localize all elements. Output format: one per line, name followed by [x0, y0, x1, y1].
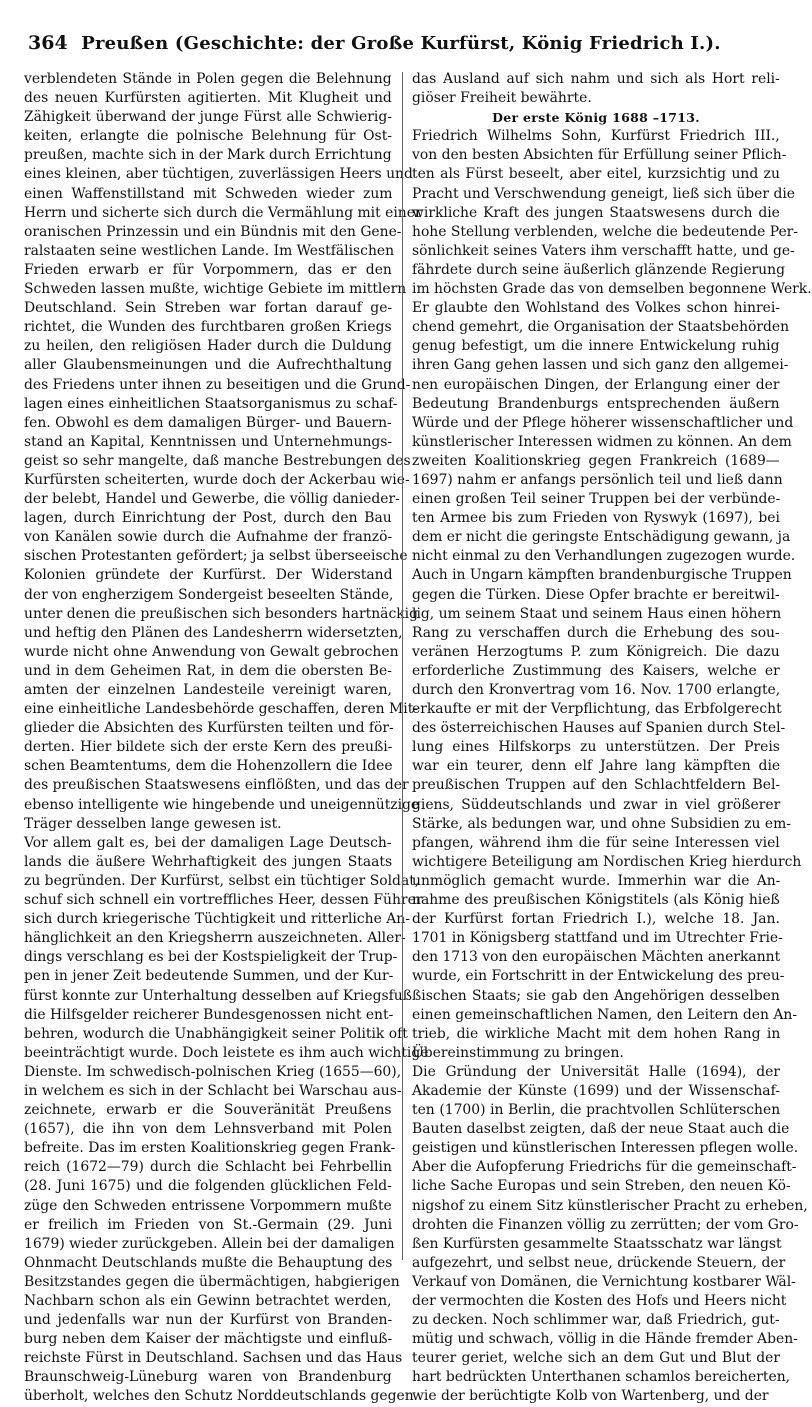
text-line: künstlerischer Interessen widmen zu können. An dem [412, 433, 792, 450]
text-line: Träger desselben lange gewesen ist. [24, 815, 282, 832]
text-line: oranischen Prinzessin und ein Bündnis mit den Gene- [24, 223, 402, 240]
text-line: einen großen Teil seiner Truppen bei der verbünde- [412, 491, 781, 508]
text-line: Aber die Aufopferung Friedrichs für die gemeinschaft- [412, 1159, 797, 1176]
text-line: ebenso intelligente wie hingebende und uneigennützige [24, 796, 420, 813]
text-line: ralstaaten seine westlichen Lande. Im Westfälischen [24, 242, 395, 259]
text-line: ihren Gang gehen lassen und sich ganz den allgemei- [412, 357, 789, 374]
text-line: Frieden erwarb er für Vorpommern, das er den [24, 261, 392, 278]
text-line: Vor allem galt es, bei der damaligen Lage Deutsch- [24, 834, 392, 851]
text-line: zu decken. Noch schlimmer war, daß Friedrich, gut- [412, 1312, 780, 1329]
text-line: zeichnete, erwarb er die Souveränität Preußens [24, 1102, 392, 1119]
text-line: reichste Fürst in Deutschland. Sachsen und das Haus [24, 1350, 403, 1367]
text-line: giens, Süddeutschlands und zwar in viel größerer [412, 796, 781, 813]
text-line: einen Waffenstillstand mit Schweden wieder zum [24, 185, 393, 202]
text-line: erkaufte er mit der Verpflichtung, das Erbfolgerecht [412, 701, 782, 718]
text-line: war ein teurer, denn elf Jahre lang kämpften die [412, 758, 781, 775]
text-line: zu heilen, den religiösen Hader durch die Duldung [24, 338, 392, 355]
text-line: der von engherzigem Sondergeist beseelten Stände, [24, 586, 394, 603]
text-line: Dienste. Im schwedisch-polnischen Krieg (1655—60), [24, 1063, 402, 1080]
text-line: Würde und der Pflege höherer wissenschaftlicher und [412, 414, 794, 431]
text-line: wichtigere Beteiligung am Nordischen Krieg hierdurch [412, 853, 802, 870]
text-line: hohe Stellung verblenden, welche die bedeutende Per- [412, 223, 799, 240]
text-line: schuf sich schnell ein vortreffliches Heer, dessen Führer [24, 892, 423, 909]
text-line: Pracht und Verschwendung geneigt, ließ sich über die [412, 185, 796, 202]
text-line: ten als Fürst beseelt, aber eitel, kurzsichtig und zu [412, 166, 780, 183]
text-line: keiten, erlangte die polnische Belehnung für Ost- [24, 128, 392, 145]
text-line: Kolonien gründete der Kurfürst. Der Widerstand [24, 567, 393, 584]
text-line: durch den Kronvertrag vom 16. Nov. 1700 erlangte, [412, 682, 781, 698]
text-line: aller Glaubensmeinungen und die Aufrechthaltung [24, 357, 393, 374]
text-line: fährdete durch seine äußerlich glänzende Regierung [412, 261, 785, 278]
text-line: preußen, machte sich in der Mark durch Errichtung [24, 147, 392, 164]
text-line: Friedrich Wilhelms Sohn, Kurfürst Friedrich III., [412, 128, 780, 145]
text-line: dings verschlang es bei der Kostspieligkeit der Trup- [24, 949, 398, 966]
text-line: teurer geriet, welche sich an dem Gut und Blut der [412, 1350, 781, 1367]
text-line: und jedenfalls war nun der Kurfürst von Branden- [24, 1312, 393, 1329]
text-line: reich (1672—79) durch die Schlacht bei Fehrbellin [24, 1159, 392, 1176]
text-line: amten der einzelnen Landesteile vereinigt waren, [24, 682, 392, 698]
text-line: nigshof zu einem Sitz künstlerischer Pracht zu erheben, [412, 1197, 808, 1214]
text-line: aufgezehrt, und selbst neue, drückende Steuern, der [412, 1254, 786, 1271]
text-line: schen Beamtentums, dem die Hohenzollern die Idee [24, 758, 393, 775]
text-line: giöser Freiheit bewährte. [412, 90, 592, 107]
text-line: Übereinstimmung zu bringen. [412, 1044, 624, 1061]
text-line: nen europäischen Dingen, der Erlangung einer der [412, 376, 780, 393]
running-title: Preußen (Geschichte: der Große Kurfürst, König Friedrich I.). [81, 33, 721, 54]
text-line: beeinträchtigt wurde. Doch leistete es ihm auch wichtige [24, 1044, 429, 1061]
text-line: Verkauf von Domänen, die Vernichtung kostbarer Wäl- [412, 1273, 796, 1290]
text-line: der belebt, Handel und Gewerbe, die völlig danieder- [24, 491, 400, 508]
text-line: Kurfürsten scheiterten, wurde doch der Ackerbau wie- [24, 471, 410, 488]
left-column [24, 70, 429, 1405]
column-divider [402, 72, 403, 1260]
text-line: wie der berüchtigte Kolb von Wartenberg, und der [412, 1388, 769, 1405]
text-line: behren, wodurch die Unabhängigkeit seiner Politik oft [24, 1025, 408, 1042]
text-line: geist so sehr mangelte, daß manche Bestrebungen des [24, 452, 411, 469]
section-heading: Der erste König 1688 –1713. [492, 110, 700, 126]
text-line: Besitzstandes gegen die übermächtigen, habgierigen [24, 1273, 400, 1290]
text-line: zu begründen. Der Kurfürst, selbst ein tüchtiger Soldat, [24, 872, 420, 889]
text-line: wurde, ein Fortschritt in der Entwickelung des preu- [412, 968, 785, 985]
text-line: Bedeutung Brandenburgs entsprechenden äußern [412, 395, 780, 412]
text-line: nahme des preußischen Königstitels (als König hieß [412, 892, 780, 909]
text-line: Rang zu verschaffen durch die Erhebung des sou- [412, 624, 780, 641]
text-line: 1679) wieder zurückgeben. Allein bei der damaligen [24, 1235, 395, 1252]
text-line: Schweden lassen mußte, wichtige Gebiete im mittlern [24, 281, 407, 298]
text-line: nicht einmal zu den Verhandlungen zugezogen wurde. [412, 548, 796, 565]
text-line: preußischen Truppen auf den Schlachtfeldern Bel- [412, 777, 781, 794]
text-line: pen in jener Zeit bedeutende Summen, und der Kur- [24, 968, 394, 985]
text-line: überholt, welches den Schutz Norddeutschlands gegen [24, 1388, 414, 1405]
text-line: unter denen die preußischen sich besonders hartnäckig [24, 605, 418, 622]
text-line: veränen Herzogtums P. zum Königreich. Die dazu [412, 643, 780, 660]
text-line: lig, um seinem Staat und seinem Haus einen höhern [412, 605, 782, 622]
page-header [22, 22, 780, 62]
text-line: hart bedrückten Unterthanen schamlos bereicherten, [412, 1369, 791, 1386]
text-line: fen. Obwohl es dem damaligen Bürger- und Bauern- [24, 414, 392, 431]
text-line: liche Sache Europas und sein Streben, den neuen Kö- [412, 1178, 791, 1195]
text-line: Braunschweig-Lüneburg waren von Brandenburg [24, 1369, 392, 1386]
text-line: züge den Schweden entrissene Vorpommern mußte [24, 1197, 392, 1214]
text-line: von Kanälen sowie durch die Aufnahme der franzö- [24, 529, 393, 546]
text-line: von den besten Absichten für Erfüllung seiner Pflich- [412, 147, 787, 164]
right-column [412, 70, 812, 1405]
text-line: lung eines Hilfskorps zu unterstützen. Der Preis [412, 739, 780, 756]
text-line: und heftig den Plänen des Landesherrn widersetzten, [24, 624, 403, 641]
text-line: burg neben dem Kaiser der mächtigste und einfluß- [24, 1331, 393, 1348]
text-line: (1657), die ihn von dem Lehnsverband mit Polen [24, 1121, 392, 1138]
text-line: sich durch kriegerische Tüchtigkeit und ritterliche An- [24, 911, 410, 928]
text-line: den 1713 von den europäischen Mächten anerkannt [412, 949, 781, 966]
text-line: Akademie der Künste (1699) und der Wissenschaf- [412, 1082, 780, 1099]
text-line: des österreichischen Hauses auf Spanien durch Stel- [412, 720, 786, 737]
text-line: genug befestigt, um die innere Entwickelung ruhig [412, 338, 780, 355]
text-line: pfangen, während ihm die für seine Interessen viel [412, 834, 780, 851]
text-line: einen gemeinschaftlichen Namen, den Leitern den An- [412, 1006, 798, 1023]
text-line: lands die äußere Wehrhaftigkeit des jungen Staats [24, 853, 393, 870]
text-line: hänglichkeit an den Kriegsherrn auszeichneten. Aller- [24, 930, 406, 947]
text-line: der Kurfürst fortan Friedrich I.), welche 18. Jan. [412, 911, 780, 928]
text-line: wurde nicht ohne Anwendung von Gewalt gebrochen [24, 643, 399, 660]
text-line: des preußischen Staatswesens einflößten, und das der [24, 777, 409, 794]
text-line: Auch in Ungarn kämpften brandenburgische Truppen [412, 567, 792, 584]
text-line: Herrn und sicherte sich durch die Vermählung mit einer [24, 204, 422, 221]
text-line: Deutschland. Sein Streben war fortan darauf ge- [24, 300, 393, 317]
text-line: sönlichkeit seines Vaters ihm verschafft hatte, und ge- [412, 242, 795, 259]
text-line: verblendeten Stände in Polen gegen die Belehnung [24, 71, 392, 87]
text-line: (28. Juni 1675) und die folgenden glücklichen Feld- [24, 1178, 392, 1195]
page-number: 364 [28, 32, 68, 54]
text-line: in welchem es sich in der Schlacht bei Warschau aus- [24, 1082, 402, 1099]
text-line: gegen die Türken. Diese Opfer brachte er bereitwil- [412, 586, 780, 603]
text-line: chend gemehrt, die Organisation der Staatsbehörden [412, 319, 790, 336]
text-line: befreite. Das im ersten Koalitionskrieg gegen Frank- [24, 1140, 396, 1157]
text-line: 1701 in Königsberg stattfand und im Utrechter Frie- [412, 930, 783, 947]
text-line: Er glaubte den Wohlstand des Volkes schon hinrei- [412, 300, 780, 317]
text-line: zweiten Koalitionskrieg gegen Frankreich (1689— [412, 452, 780, 469]
text-line: des Friedens unter ihnen zu beseitigen und die Grund- [24, 376, 411, 393]
text-line: das Ausland auf sich nahm und sich als Hort reli- [412, 71, 780, 87]
text-line: eines kleinen, aber tüchtigen, zuverlässigen Heers und [24, 166, 413, 183]
text-line: der vermochten die Kosten des Hofs und Heers nicht [412, 1293, 787, 1309]
text-line: geistigen und künstlerischen Interessen pflegen wolle. [412, 1140, 799, 1157]
text-line: trieb, die wirkliche Macht mit dem hohen Rang in [412, 1025, 781, 1042]
text-line: mütig und schwach, völlig in die Hände fremder Aben- [412, 1331, 798, 1348]
text-line: Bauten daselbst zeigten, daß der neue Staat auch die [412, 1121, 790, 1138]
text-line: stand an Kapital, Kenntnissen und Unternehmungs- [24, 433, 393, 450]
text-line: fürst konnte zur Unterhaltung desselben auf Kriegsfuß [24, 987, 412, 1004]
text-line: derten. Hier bildete sich der erste Kern des preußi- [24, 739, 393, 756]
text-line: erforderliche Zustimmung des Kaisers, welche er [412, 662, 780, 679]
text-columns [24, 70, 812, 1405]
text-line: ßischen Staats; sie gab den Angehörigen desselben [412, 987, 780, 1004]
text-line: eine einheitliche Landesbehörde geschaffen, deren Mit- [24, 701, 418, 718]
text-line: unmöglich gemacht wurde. Immerhin war die An- [412, 872, 781, 889]
text-line: und in dem Geheimen Rat, in dem die obersten Be- [24, 662, 392, 679]
text-line: Zähigkeit überwand der junge Fürst alle Schwierig- [24, 109, 392, 126]
text-line: lagen, durch Einrichtung der Post, durch den Bau [24, 510, 392, 527]
text-line: Ohnmacht Deutschlands mußte die Behauptung des [24, 1254, 393, 1271]
text-line: des neuen Kurfürsten agitierten. Mit Klugheit und [24, 90, 392, 107]
text-line: drohten die Finanzen völlig zu zerrütten; der vom Gro- [412, 1216, 799, 1233]
text-line: im höchsten Grade das von demselben begonnene Werk. [412, 281, 812, 298]
text-line: lagen eines einheitlichen Staatsorganismus zu schaf- [24, 395, 398, 412]
text-line: Stärke, als bedungen war, und ohne Subsidien zu em- [412, 815, 791, 832]
text-line: Nachbarn schon als ein Gewinn betrachtet werden, [24, 1293, 392, 1309]
text-line: ten (1700) in Berlin, die prachtvollen Schlüterschen [412, 1102, 781, 1119]
text-line: Die Gründung der Universität Halle (1694), der [412, 1063, 781, 1080]
text-line: sischen Protestanten gefördert; ja selbst überseeische [24, 548, 408, 565]
text-line: richtet, die Wunden des furchtbaren großen Kriegs [24, 319, 392, 336]
text-line: er freilich im Frieden von St.-Germain (29. Juni [24, 1216, 393, 1233]
text-line: ten Armee bis zum Frieden von Ryswyk (1697), bei [412, 510, 780, 527]
text-line: die Hilfsgelder reicherer Bundesgenossen nicht ent- [24, 1006, 394, 1023]
text-line: 1697) nahm er anfangs persönlich teil und ließ dann [412, 471, 783, 488]
text-line: dem er nicht die geringste Entschädigung gewann, ja [412, 529, 791, 546]
text-line: wirkliche Kraft des jungen Staatswesens durch die [412, 204, 780, 221]
text-line: glieder die Absichten des Kurfürsten teilten und för- [24, 720, 394, 737]
text-line: ßen Kurfürsten gesammelte Staatsschatz war längst [412, 1235, 782, 1252]
